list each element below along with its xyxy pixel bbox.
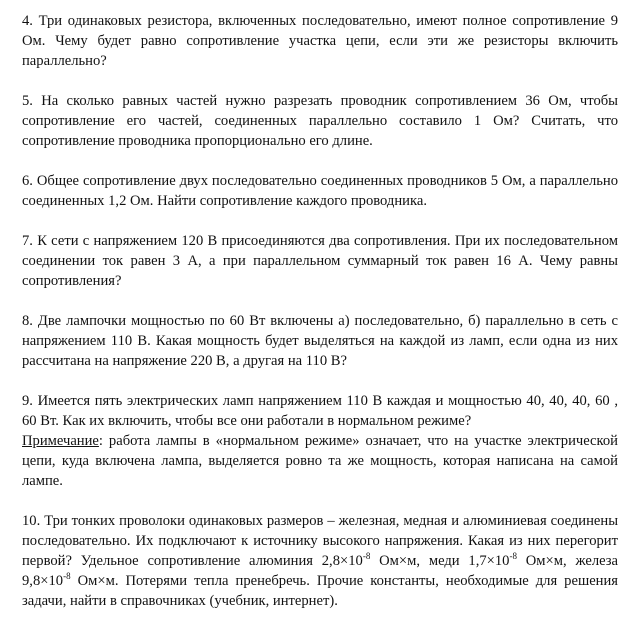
problem-8 <box>22 311 618 371</box>
exponent: -8 <box>362 551 371 562</box>
problem-10 <box>22 511 618 611</box>
problem-note <box>22 431 618 491</box>
problem-4 <box>22 11 618 71</box>
note-text: : работа лампы в «нормальном режиме» означает, что на участке электрической цепи, куда включена лампа, выделяется ровно та же мощность, которая написана на самой лампе. <box>22 433 618 489</box>
problem-text-part: Ом×м, меди 1,7×10 <box>370 553 510 569</box>
problem-text: 5. На сколько равных частей нужно разрезать проводник сопротивлением 36 Ом, чтобы сопротивление его частей, соединенных параллельно составило 1 Ом? Считать, что сопротивление проводника пропорционально его длине. <box>22 93 618 149</box>
problem-5 <box>22 91 618 151</box>
problem-9 <box>22 391 618 491</box>
problem-6 <box>22 171 618 211</box>
note-label: Примечание <box>22 433 99 449</box>
exponent: -8 <box>63 571 71 582</box>
problem-text-part: Ом×м. Потерями тепла пренебречь. Прочие константы, необходимые для решения задачи, найти в справочниках (учебник, интернет). <box>22 573 618 609</box>
problem-text-part: Ом×м, железа 9,8×10 <box>22 553 619 589</box>
problem-text: 6. Общее сопротивление двух последовательно соединенных проводников 5 Ом, а параллельно соединенных 1,2 Ом. Найти сопротивление каждого проводника. <box>22 173 618 209</box>
problem-text-part: 10. Три тонких проволоки одинаковых размеров – железная, медная и алюминиевая соединены последовательно. Их подключают к источнику высокого напряжения. Какая из них перегорит первой? Удельное сопротивление алюминия 2,8×10 <box>22 513 618 569</box>
problem-text: 9. Имеется пять электрических ламп напряжением 110 В каждая и мощностью 40, 40, 40, 60 , 60 Вт. Как их включить, чтобы все они работали в нормальном режиме? <box>22 393 618 429</box>
problem-text: 8. Две лампочки мощностью по 60 Вт включены а) последовательно, б) параллельно в сеть с напряжением 110 В. Какая мощность будет выделяться на каждой из ламп, если одна из них рассчитана на напряжение 220 В, а другая на 110 В? <box>22 313 618 369</box>
problem-text: 7. К сети с напряжением 120 В присоединяются два сопротивления. При их последовательном соединении ток равен 3 А, а при параллельном суммарный ток равен 16 А. Чему равны сопротивления? <box>22 233 618 289</box>
problem-text: 4. Три одинаковых резистора, включенных последовательно, имеют полное сопротивление 9 Ом. Чему будет равно сопротивление участка цепи, если эти же резисторы включить параллельно? <box>22 13 618 69</box>
exponent: -8 <box>509 551 517 562</box>
problem-text <box>22 511 618 611</box>
problem-7 <box>22 231 618 291</box>
document-page <box>22 11 618 631</box>
